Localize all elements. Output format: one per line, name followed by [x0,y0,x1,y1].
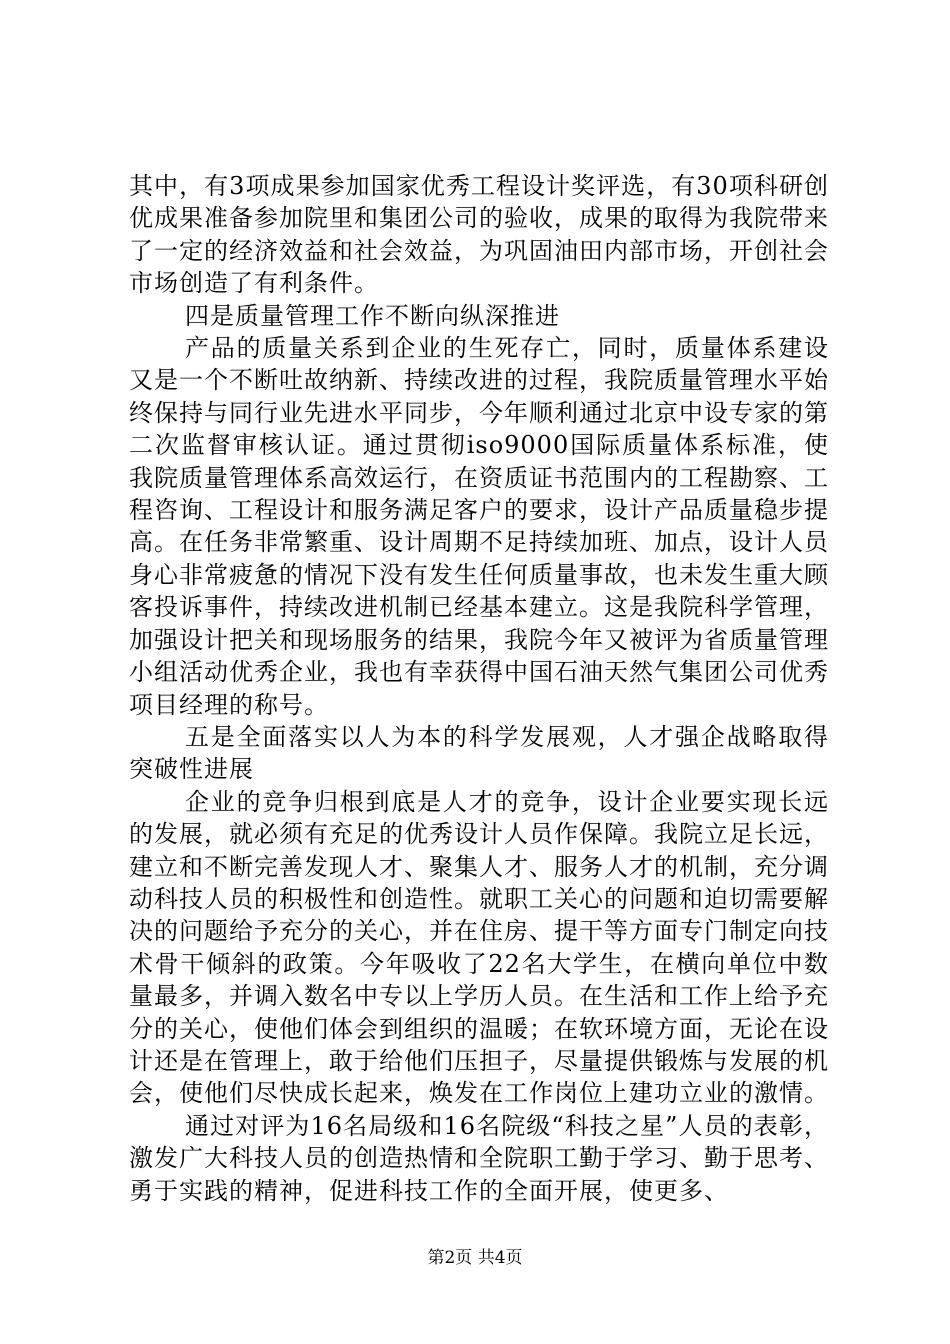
body-paragraph: 其中，有3项成果参加国家优秀工程设计奖评选，有30项科研创优成果准备参加院里和集团公司的验收，成果的取得为我院带来了一定的经济效益和社会效益，为巩固油田内部市场，开创社会市场创造了有利条件。 [129,172,829,298]
document-body [129,170,829,1207]
section-heading-quality-management: 四是质量管理工作不断向纵深推进 [185,301,560,330]
body-paragraph: 产品的质量关系到企业的生死存亡，同时，质量体系建设又是一个不断吐故纳新、持续改进的过程，我院质量管理水平始终保持与同行业先进水平同步，今年顺利通过北京中设专家的第二次监督审核认证。通过贯彻iso9000国际质量体系标准，使我院质量管理体系高效运行，在资质证书范围内的工程勘察、工程咨询、工程设计和服务满足客户的要求，设计产品质量稳步提高。在任务非常繁重、设计周期不足持续加班、加点，设计人员身心非常疲惫的情况下没有发生任何质量事故，也未发生重大顾客投诉事件，持续改进机制已经基本建立。这是我院科学管理，加强设计把关和现场服务的结果，我院今年又被评为省质量管理小组活动优秀企业，我也有幸获得中国石油天然气集团公司优秀项目经理的称号。 [129,334,829,719]
body-paragraph: 通过对评为16名局级和16名院级“科技之星”人员的表彰，激发广大科技人员的创造热情和全院职工勤于学习、勤于思考、勇于实践的精神，促进科技工作的全面开展，使更多、 [129,1111,829,1205]
section-heading-talent-strategy: 五是全面落实以人为本的科学发展观，人才强企战略取得突破性进展 [129,722,829,784]
page-number-footer: 第2页 共4页 [427,1248,523,1268]
body-paragraph: 企业的竞争归根到底是人才的竞争，设计企业要实现长远的发展，就必须有充足的优秀设计人员作保障。我院立足长远，建立和不断完善发现人才、聚集人才、服务人才的机制，充分调动科技人员的积极性和创造性。就职工关心的问题和迫切需要解决的问题给予充分的关心，并在住房、提干等方面专门制定向技术骨干倾斜的政策。今年吸收了22名大学生，在横向单位中数量最多，并调入数名中专以上学历人员。在生活和工作上给予充分的关心，使他们体会到组织的温暖；在软环境方面，无论在设计还是在管理上，敢于给他们压担子，尽量提供锻炼与发展的机会，使他们尽快成长起来，焕发在工作岗位上建功立业的激情。 [129,787,829,1108]
